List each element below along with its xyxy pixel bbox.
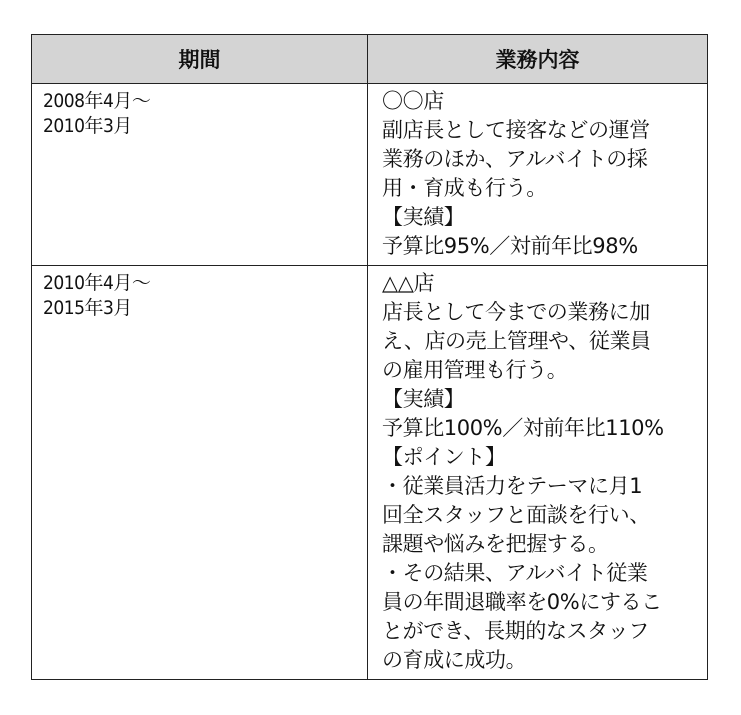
duties-line: え、店の売上管理や、従業員	[382, 329, 651, 353]
points-line: 員の年間退職率を0%にするこ	[382, 590, 662, 614]
header-period: 期間	[32, 35, 368, 84]
store-name: △△店	[382, 271, 435, 295]
period-start: 2010年4月～	[43, 272, 151, 294]
results-line: 予算比95%／対前年比98%	[382, 234, 638, 258]
points-line: ・その結果、アルバイト従業	[382, 561, 648, 585]
period-end: 2015年3月	[43, 297, 132, 319]
store-name: 〇〇店	[382, 89, 444, 113]
duties-cell	[368, 84, 708, 266]
duties-line: 用・育成も行う。	[382, 176, 547, 200]
duties-line: 副店長として接客などの運営	[382, 118, 650, 142]
header-row	[32, 35, 708, 84]
duties-cell	[368, 266, 708, 680]
table-row	[32, 266, 708, 680]
points-line: の育成に成功。	[382, 648, 527, 672]
period-cell	[32, 84, 368, 266]
results-heading: 【実績】	[382, 205, 465, 229]
career-history-table	[31, 34, 708, 680]
period-start: 2008年4月～	[43, 90, 151, 112]
table-row	[32, 84, 708, 266]
results-line: 予算比100%／対前年比110%	[382, 416, 664, 440]
points-line: 回全スタッフと面談を行い、	[382, 503, 650, 527]
duties-line: の雇用管理も行う。	[382, 358, 568, 382]
header-duties: 業務内容	[368, 35, 708, 84]
period-cell	[32, 266, 368, 680]
points-heading: 【ポイント】	[382, 445, 506, 469]
period-end: 2010年3月	[43, 115, 132, 137]
duties-line: 業務のほか、アルバイトの採	[382, 147, 648, 171]
points-line: 課題や悩みを把握する。	[382, 532, 609, 556]
points-line: とができ、長期的なスタッフ	[382, 619, 649, 643]
results-heading: 【実績】	[382, 387, 465, 411]
points-line: ・従業員活力をテーマに月1	[382, 474, 643, 498]
duties-line: 店長として今までの業務に加	[382, 300, 650, 324]
